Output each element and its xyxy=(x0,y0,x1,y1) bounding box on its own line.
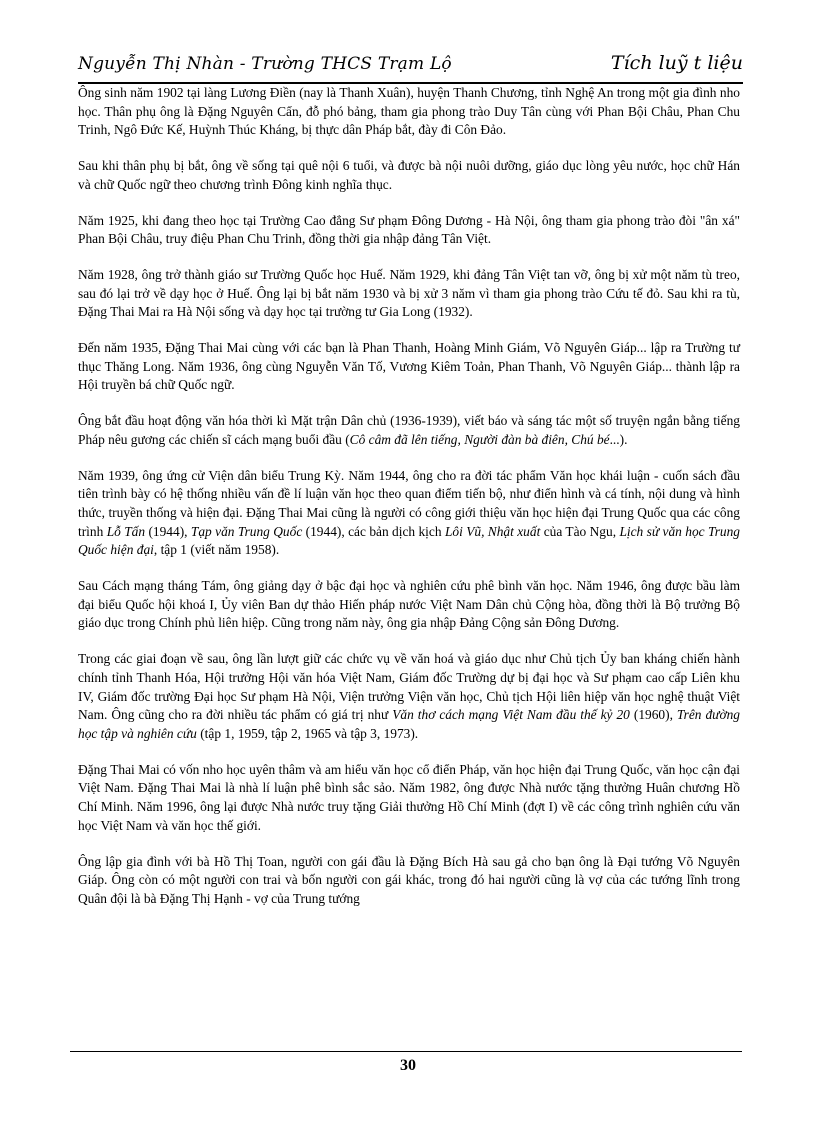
text-run: Sau Cách mạng tháng Tám, ông giảng dạy ở bậc đại học và nghiên cứu phê bình văn học. Năm 1946, ông được bầu làm đại biểu Quốc hội khoá I, Ủy viên Ban dự thảo Hiến pháp nước Việt Nam Dân chủ Cộng hòa, đồng thời là Bộ trưởng Bộ giáo dục trong Chính phủ liên hiệp. Cũng trong năm này, ông gia nhập Đảng Cộng sản Đông Dương. xyxy=(78,578,740,631)
text-run: Ông sinh năm 1902 tại làng Lương Điền (nay là Thanh Xuân), huyện Thanh Chương, tỉnh Nghệ An trong một gia đình nho học. Thân phụ ông là Đặng Nguyên Cẩn, đỗ phó bảng, tham gia phong trào Duy Tân cùng với Phan Bội Châu, Phan Chu Trinh, Ngô Đức Kế, Huỳnh Thúc Kháng, bị thực dân Pháp bắt, đày đi Côn Đảo. xyxy=(78,85,740,138)
text-run: ...). xyxy=(609,431,628,447)
paragraph xyxy=(78,761,740,836)
footer-rule xyxy=(70,1051,742,1052)
text-run: Sau khi thân phụ bị bắt, ông về sống tại quê nội 6 tuổi, và được bà nội nuôi dưỡng, giáo dục lòng yêu nước, học chữ Hán và chữ Quốc ngữ theo chương trình Đông kinh nghĩa thục. xyxy=(78,158,740,192)
text-run: Đến năm 1935, Đặng Thai Mai cùng với các bạn là Phan Thanh, Hoàng Minh Giám, Võ Nguyên Giáp... lập ra Trường tư thục Thăng Long. Năm 1936, ông cùng Nguyễn Văn Tố, Vương Kiêm Toản, Phan Thanh, Võ Nguyên Giáp... thành lập ra Hội truyền bá chữ Quốc ngữ. xyxy=(78,340,740,393)
text-run: Năm 1928, ông trở thành giáo sư Trường Quốc học Huế. Năm 1929, khi đảng Tân Việt tan vỡ, ông bị xử một năm tù treo, sau đó lại trở về dạy học ở Huế. Ông lại bị bắt năm 1930 và bị xử 3 năm vì tham gia phong trào Cứu tế đỏ. Sau khi ra tù, Đặng Thai Mai ra Hà Nội sống và dạy học tại trường tư Gia Long (1932). xyxy=(78,266,740,320)
paragraph xyxy=(78,266,740,322)
text-run: , tập 1 (viết năm 1958). xyxy=(153,542,280,558)
italic-title: Tạp văn Trung Quốc xyxy=(190,523,303,539)
text-run: (1960), xyxy=(629,707,677,723)
italic-title: Lỗ Tấn xyxy=(106,523,146,539)
paragraph xyxy=(78,84,740,140)
text-run: Ông lập gia đình với bà Hồ Thị Toan, người con gái đầu là Đặng Bích Hà sau gả cho bạn ông là Đại tướng Võ Nguyên Giáp. Ông còn có một người con trai và bốn người con gái khác, trong đó hai người cũng là vợ của các tướng lĩnh trong Quân đội là bà Đặng Thị Hạnh - vợ của Trung tướng xyxy=(78,853,740,906)
text-run: (tập 1, 1959, tập 2, 1965 và tập 3, 1973). xyxy=(196,725,419,741)
paragraph xyxy=(78,212,740,249)
paragraph xyxy=(78,577,740,633)
paragraph xyxy=(78,339,740,395)
text-run: Năm 1939, ông ứng cử Viện dân biểu Trung Kỳ. Năm 1944, ông cho ra đời tác phẩm Văn học khái luận - cuốn sách đầu tiên trình bày có hệ thống nhiều vấn đề lí luận văn học theo quan điểm tiến bộ, như điển hình và cá tính, nội dung và hình thức, truyền thống và hiện đại. Đặng Thai Mai cũng là người có công giới thiệu văn học hiện đại Trung Quốc qua các công trình xyxy=(78,467,740,539)
text-run: Đặng Thai Mai có vốn nho học uyên thâm và am hiểu văn học cổ điển Pháp, văn học hiện đại Trung Quốc, văn học cận đại Việt Nam. Đặng Thai Mai là nhà lí luận phê bình sắc sảo. Năm 1982, ông được Nhà nước tặng thưởng Huân chương Hồ Chí Minh. Năm 1996, ông lại được Nhà nước truy tặng Giải thưởng Hồ Chí Minh (đợt I) về các công trình nghiên cứu văn học Việt Nam và văn học thế giới. xyxy=(78,761,740,833)
paragraph xyxy=(78,412,740,449)
italic-title: Văn thơ cách mạng Việt Nam đầu thế kỷ 20 xyxy=(392,707,630,723)
text-run: Trong các giai đoạn về sau, ông lần lượt giữ các chức vụ về văn hoá và giáo dục như Chủ tịch Ủy ban kháng chiến hành chính tỉnh Thanh Hóa, Hội trưởng Hội văn hóa Việt Nam, Giám đốc Trường dự bị đại học và Sư phạm cao cấp Liên khu IV, Giám đốc trường Đại học Sư phạm Hà Nội, Viện trưởng Viện văn học, Chủ tịch Hội liên hiệp văn học nghệ thuật Việt Nam. Ông cũng cho ra đời nhiều tác phẩm có giá trị như xyxy=(78,651,740,723)
paragraph xyxy=(78,650,740,744)
paragraph xyxy=(78,467,740,561)
text-run: của Tào Ngu, xyxy=(540,523,620,539)
text-run: Ông bắt đầu hoạt động văn hóa thời kì Mặt trận Dân chủ (1936-1939), viết báo và sáng tác một số truyện ngắn bằng tiếng Pháp nêu gương các chiến sĩ cách mạng buổi đầu ( xyxy=(78,413,740,447)
paragraph xyxy=(78,853,740,909)
page-header xyxy=(78,50,743,84)
page-number: 30 xyxy=(400,1057,416,1074)
italic-title: Cô câm đã lên tiếng, Người đàn bà điên, Chú bé xyxy=(349,431,610,447)
text-run: (1944), xyxy=(145,523,191,539)
paragraph xyxy=(78,157,740,194)
body-text xyxy=(78,84,740,926)
header-section-title: Tích luỹ t liệu xyxy=(610,52,743,74)
italic-title: Lôi Vũ, Nhật xuất xyxy=(444,523,541,539)
italic-title: Trên đường học tập và nghiên cứu xyxy=(78,707,740,741)
text-run: Năm 1925, khi đang theo học tại Trường Cao đẳng Sư phạm Đông Dương - Hà Nội, ông tham gia phong trào đòi "ân xá" Phan Bội Châu, truy điệu Phan Chu Trinh, đồng thời gia nhập đảng Tân Việt. xyxy=(78,212,740,247)
header-author-school: Nguyễn Thị Nhàn - Trường THCS Trạm Lộ xyxy=(78,54,452,74)
text-run: (1944), các bản dịch kịch xyxy=(302,523,445,539)
italic-title: Lịch sử văn học Trung Quốc hiện đại xyxy=(78,523,740,558)
